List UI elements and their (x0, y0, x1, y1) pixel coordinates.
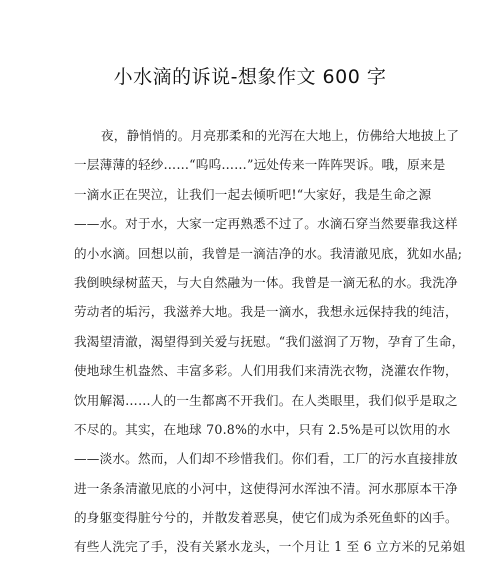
text-line: 劳动者的垢污，我滋养大地。我是一滴水，我想永远保持我的纯洁， (74, 304, 458, 320)
document-body (74, 121, 466, 562)
text-line: ——水。对于水，大家一定再熟悉不过了。水滴石穿当然要靠我这样 (74, 216, 458, 232)
text-line: 不尽的。其实，在地球 70.8%的水中，只有 2.5%是可以饮用的水 (74, 421, 451, 437)
text-line: 饮用解渴……人的一生都离不开我们。在人类眼里，我们似乎是取之 (74, 392, 458, 408)
text-line: 我渴望清澈，渴望得到关爱与抚慰。“我们滋润了万物，孕育了生命， (74, 333, 465, 349)
document-title: 小水滴的诉说-想象作文 600 字 (113, 66, 387, 88)
text-line: 有些人洗完了手，没有关紧水龙头，一个月让 1 至 6 立方米的兄弟姐 (74, 539, 466, 555)
text-line: 的身躯变得脏兮兮的，并散发着恶臭，使它们成为杀死鱼虾的凶手。 (74, 510, 458, 526)
text-line: 进一条条清澈见底的小河中，这使得河水浑浊不清。河水那原本干净 (74, 480, 458, 496)
text-line: ——淡水。然而，人们却不珍惜我们。你们看，工厂的污水直接排放 (74, 451, 458, 467)
text-line: 一层薄薄的轻纱……“呜呜……”远处传来一阵阵哭诉。哦，原来是 (74, 157, 446, 173)
text-line: 一滴水正在哭泣，让我们一起去倾听吧!“大家好，我是生命之源 (74, 186, 432, 202)
text-line: 我倒映绿树蓝天，与大自然融为一体。我曾是一滴无私的水。我洗净 (74, 274, 458, 290)
text-line: 的小水滴。回想以前，我曾是一滴洁净的水。我清澈见底，犹如水晶; (74, 245, 463, 261)
text-line: 夜，静悄悄的。月亮那柔和的光泻在大地上，仿佛给大地披上了 (101, 128, 460, 143)
text-line: 使地球生机盎然、丰富多彩。人们用我们来清洗衣物，浇灌农作物， (74, 363, 458, 379)
